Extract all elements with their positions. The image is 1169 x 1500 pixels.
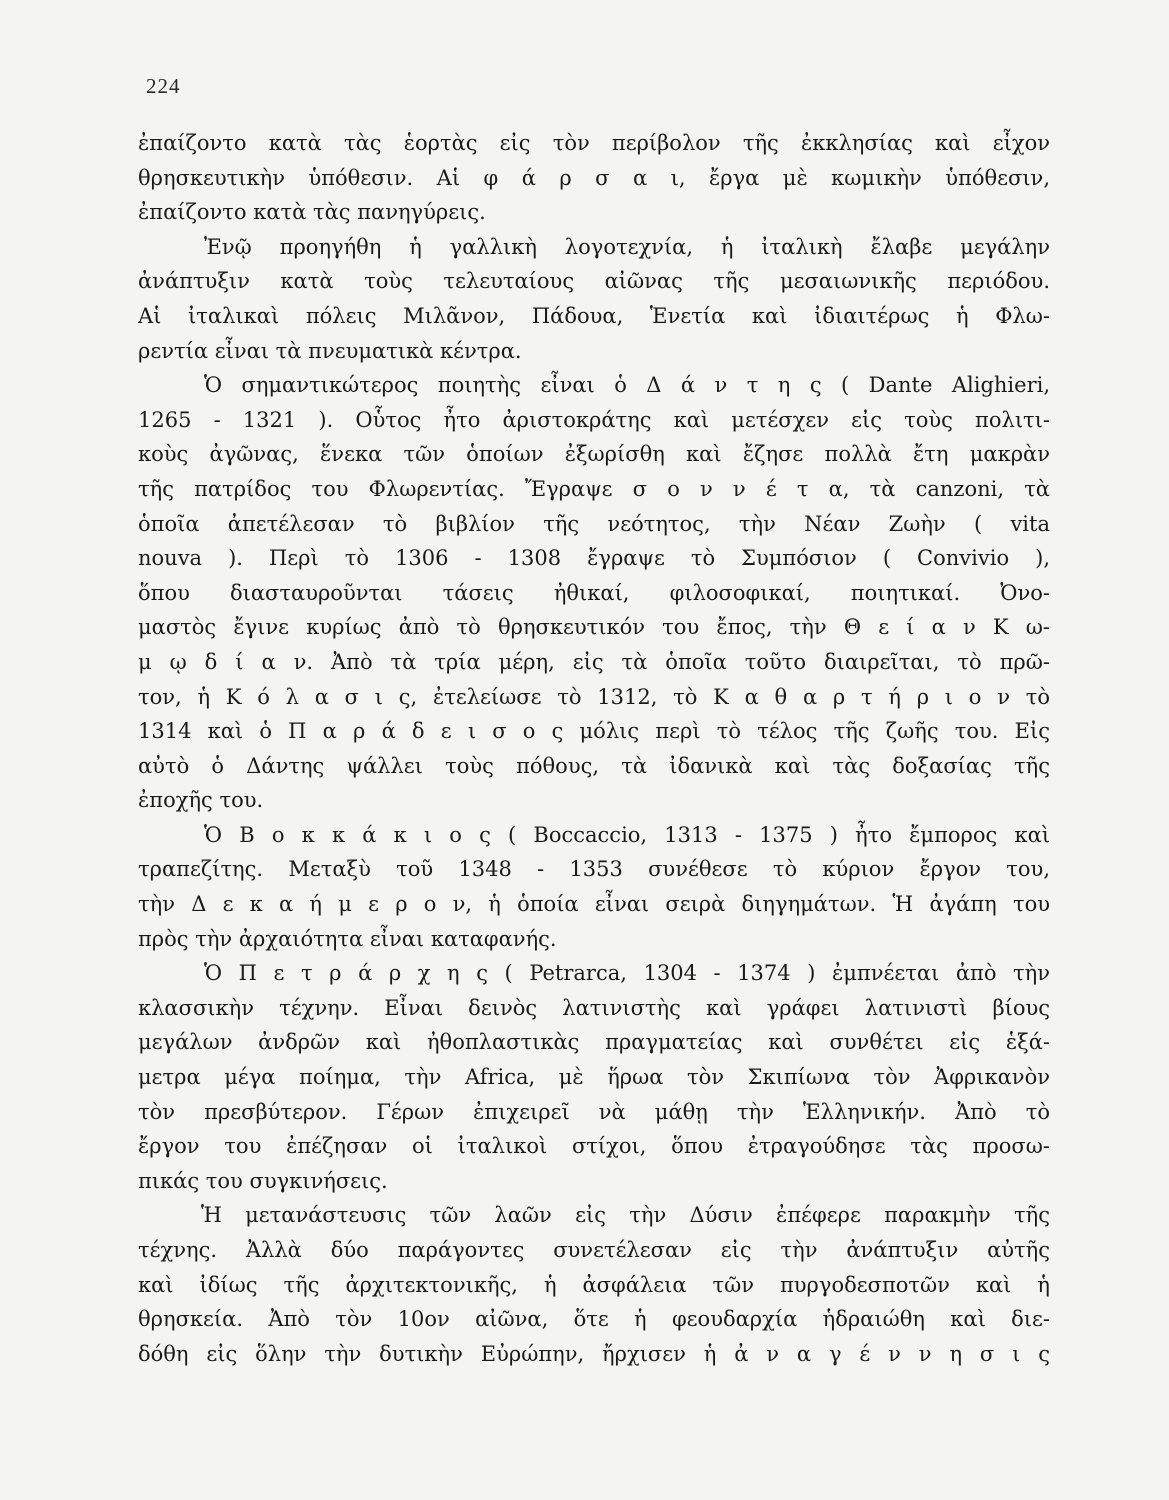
text-line: μαστὸς ἔγινε κυρίως ἀπὸ τὸ θρησκευτικόν του ἔπος, τὴν Θ ε ί α ν Κ ω- (138, 615, 1050, 640)
paragraph-start-line: Ὁ Β ο κ κ ά κ ι ο ς ( Boccaccio, 1313 - 1375 ) ἦτο ἔμπορος καὶ (204, 822, 1050, 847)
text-line: πικάς του συγκινήσεις. (138, 1168, 388, 1193)
text-line: 1314 καὶ ὁ Π α ρ ά δ ε ι σ ο ς μόλις περὶ τὸ τέλος τῆς ζωῆς του. Εἰς (138, 719, 1050, 744)
text-line: ὅπου διασταυροῦνται τάσεις ἠθικαί, φιλοσοφικαί, ποιητικαί. Ὀνο- (138, 580, 1050, 605)
text-line: καὶ ἰδίως τῆς ἀρχιτεκτονικῆς, ἡ ἀσφάλεια τῶν πυργοδεσποτῶν καὶ ἡ (138, 1272, 1050, 1297)
paragraph-start-line: Ὁ Π ε τ ρ ά ρ χ η ς ( Petrarca, 1304 - 1374 ) ἐμπνέεται ἀπὸ τὴν (204, 961, 1050, 986)
text-line: κλασσικὴν τέχνην. Εἶναι δεινὸς λατινιστὴς καὶ γράφει λατινιστὶ βίους (138, 995, 1050, 1020)
text-line: nouva ). Περὶ τὸ 1306 - 1308 ἔγραψε τὸ Συμπόσιον ( Convivio ), (138, 546, 1050, 571)
paragraph-start-line: Ἡ μετανάστευσις τῶν λαῶν εἰς τὴν Δύσιν ἐπέφερε παρακμὴν τῆς (201, 1203, 1050, 1228)
text-line: θρησκεία. Ἀπὸ τὸν 10ον αἰῶνα, ὅτε ἡ φεουδαρχία ἡδραιώθη καὶ διε- (138, 1307, 1050, 1332)
text-line: κοὺς ἀγῶνας, ἕνεκα τῶν ὁποίων ἐξωρίσθη καὶ ἔζησε πολλὰ ἔτη μακρὰν (138, 442, 1050, 467)
text-line: τὸν πρεσβύτερον. Γέρων ἐπιχειρεῖ νὰ μάθῃ τὴν Ἑλληνικήν. Ἀπὸ τὸ (138, 1099, 1050, 1124)
text-line: ἐποχῆς του. (138, 788, 264, 813)
text-line: δόθη εἰς ὅλην τὴν δυτικὴν Εὐρώπην, ἤρχισεν ἡ ἀ ν α γ έ ν ν η σ ι ς (138, 1341, 1050, 1366)
text-line: ὁποῖα ἀπετέλεσαν τὸ βιβλίον τῆς νεότητος, τὴν Νέαν Ζωὴν ( vita (138, 511, 1050, 536)
text-line: ἐπαίζοντο κατὰ τὰς πανηγύρεις. (138, 200, 486, 225)
text-line: τῆς πατρίδος του Φλωρεντίας. Ἔγραψε σ ο ν ν έ τ α, τὰ canzoni, τὰ (138, 476, 1050, 501)
text-line: ἐπαίζοντο κατὰ τὰς ἑορτὰς εἰς τὸν περίβολον τῆς ἐκκλησίας καὶ εἶχον (138, 131, 1050, 155)
text-line: ἀνάπτυξιν κατὰ τοὺς τελευταίους αἰῶνας τῆς μεσαιωνικῆς περιόδου. (138, 269, 1050, 294)
text-line: τον, ἡ Κ ό λ α σ ι ς, ἐτελείωσε τὸ 1312, τὸ Κ α θ α ρ τ ή ρ ι ο ν τὸ (138, 684, 1050, 709)
text-line: μ ῳ δ ί α ν. Ἀπὸ τὰ τρία μέρη, εἰς τὰ ὁποῖα τοῦτο διαιρεῖται, τὸ πρῶ- (138, 649, 1050, 674)
text-line: Αἱ ἰταλικαὶ πόλεις Μιλᾶνον, Πάδουα, Ἑνετία καὶ ἰδιαιτέρως ἡ Φλω- (138, 303, 1050, 328)
text-line: μεγάλων ἀνδρῶν καὶ ἠθοπλαστικὰς πραγματείας καὶ συνθέτει εἰς ἑξά- (138, 1030, 1050, 1055)
text-line: τὴν Δ ε κ α ή μ ε ρ ο ν, ἡ ὁποία εἶναι σειρὰ διηγημάτων. Ἡ ἀγάπη του (138, 892, 1050, 917)
text-line: τραπεζίτης. Μεταξὺ τοῦ 1348 - 1353 συνέθεσε τὸ κύριον ἔργον του, (138, 857, 1050, 882)
page-number: 224 (146, 74, 181, 98)
text-line: θρησκευτικὴν ὑπόθεσιν. Αἱ φ ά ρ σ α ι, ἔργα μὲ κωμικὴν ὑπόθεσιν, (138, 165, 1050, 190)
text-line: αὐτὸ ὁ Δάντης ψάλλει τοὺς πόθους, τὰ ἰδανικὰ καὶ τὰς δοξασίας τῆς (138, 753, 1050, 778)
text-line: ἔργον του ἐπέζησαν οἱ ἰταλικοὶ στίχοι, ὅπου ἐτραγούδησε τὰς προσω- (138, 1134, 1050, 1159)
paragraph-start-line: Ἐνῷ προηγήθη ἡ γαλλικὴ λογοτεχνία, ἡ ἰταλικὴ ἔλαβε μεγάλην (204, 234, 1050, 259)
text-line: μετρα μέγα ποίημα, τὴν Africa, μὲ ἥρωα τὸν Σκιπίωνα τὸν Ἀφρικανὸν (138, 1065, 1050, 1090)
paragraph-start-line: Ὁ σημαντικώτερος ποιητὴς εἶναι ὁ Δ ά ν τ η ς ( Dante Alighieri, (204, 373, 1050, 398)
text-line: τέχνης. Ἀλλὰ δύο παράγοντες συνετέλεσαν εἰς τὴν ἀνάπτυξιν αὐτῆς (138, 1238, 1050, 1262)
body-text (138, 126, 1050, 1371)
text-line: ρεντία εἶναι τὰ πνευματικὰ κέντρα. (138, 338, 522, 363)
text-line: πρὸς τὴν ἀρχαιότητα εἶναι καταφανής. (138, 926, 557, 951)
text-line: 1265 - 1321 ). Οὗτος ἦτο ἀριστοκράτης καὶ μετέσχεν εἰς τοὺς πολιτι- (138, 407, 1050, 432)
